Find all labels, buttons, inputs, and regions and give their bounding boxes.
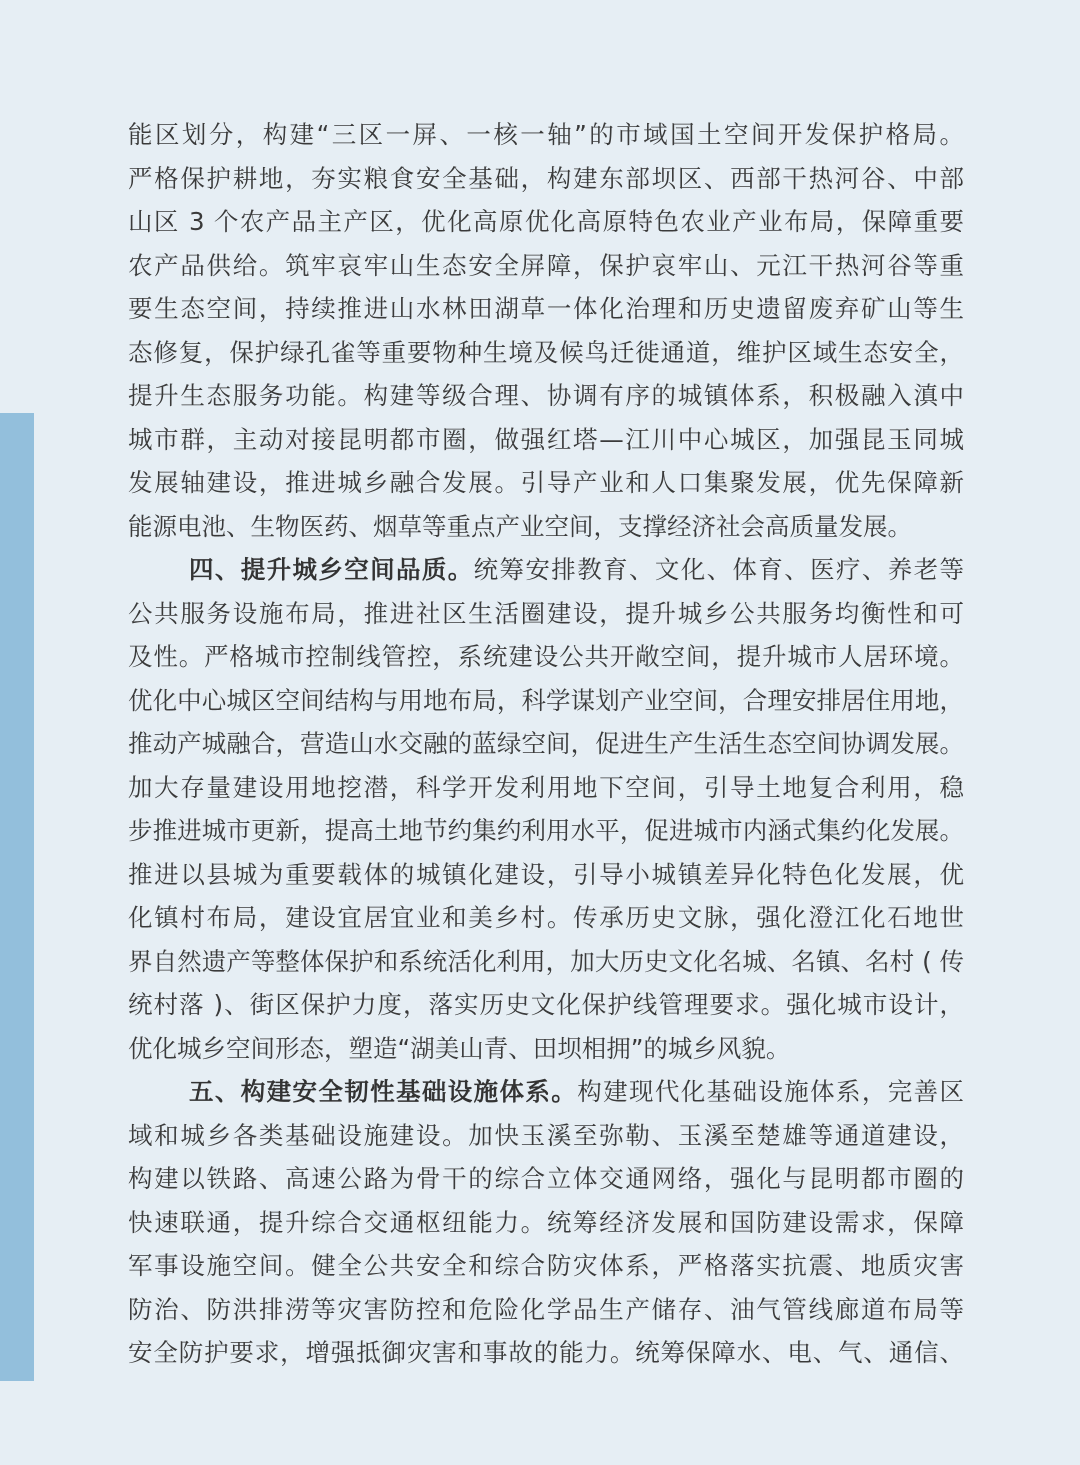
text-line: 步推进城市更新，提高土地节约集约利用水平，促进城市内涵式集约化发展。 (128, 816, 964, 845)
text-line: 提升生态服务功能。构建等级合理、协调有序的城镇体系，积极融入滇中 (128, 381, 964, 410)
text-run: 构建现代化基础设施体系，完善区 (577, 1077, 964, 1106)
paragraph-resilient-infrastructure (128, 1070, 964, 1375)
text-line: 及性。严格城市控制线管控，系统建设公共开敞空间，提升城市人居环境。 (128, 642, 964, 671)
text-line: 山区 3 个农产品主产区，优化高原优化高原特色农业产业布局，保障重要 (128, 207, 964, 236)
text-line (128, 548, 964, 592)
text-line: 能源电池、生物医药、烟草等重点产业空间，支撑经济社会高质量发展。 (128, 511, 912, 541)
text-line: 城市群，主动对接昆明都市圈，做强红塔—江川中心城区，加强昆玉同城 (128, 424, 964, 454)
text-line (128, 1070, 964, 1114)
text-line: 构建以铁路、高速公路为骨干的综合立体交通网络，强化与昆明都市圈的 (128, 1164, 964, 1193)
text-line: 态修复，保护绿孔雀等重要物种生境及候鸟迁徙通道，维护区域生态安全， (128, 337, 964, 367)
text-line: 域和城乡各类基础设施建设。加快玉溪至弥勒、玉溪至楚雄等通道建设， (128, 1120, 964, 1150)
section-heading: 四、提升城乡空间品质。 (189, 555, 474, 584)
text-line: 防治、防洪排涝等灾害防控和危险化学品生产储存、油气管线廊道布局等 (128, 1294, 964, 1324)
text-run: 统筹安排教育、文化、体育、医疗、养老等 (473, 555, 964, 584)
text-line: 快速联通，提升综合交通枢纽能力。统筹经济发展和国防建设需求，保障 (128, 1207, 964, 1237)
text-line: 能区划分，构建“三区一屏、一核一轴”的市域国土空间开发保护格局。 (128, 120, 964, 149)
text-line: 推动产城融合，营造山水交融的蓝绿空间，促进生产生活生态空间协调发展。 (128, 729, 964, 758)
left-decorative-band (0, 413, 34, 1381)
text-line: 公共服务设施布局，推进社区生活圈建设，提升城乡公共服务均衡性和可 (128, 598, 964, 628)
text-line: 发展轴建设，推进城乡融合发展。引导产业和人口集聚发展，优先保障新 (128, 468, 964, 497)
text-line: 优化城乡空间形态，塑造“湖美山青、田坝相拥”的城乡风貌。 (128, 1033, 791, 1063)
text-line: 严格保护耕地，夯实粮食安全基础，构建东部坝区、西部干热河谷、中部 (128, 163, 964, 193)
text-line: 农产品供给。筑牢哀牢山生态安全屏障，保护哀牢山、元江干热河谷等重 (128, 250, 964, 280)
text-line: 安全防护要求，增强抵御灾害和事故的能力。统筹保障水、电、气、通信、 (128, 1338, 964, 1367)
text-line: 军事设施空间。健全公共安全和综合防灾体系，严格落实抗震、地质灾害 (128, 1251, 964, 1280)
text-line: 统村落 )、街区保护力度，落实历史文化保护线管理要求。强化城市设计， (128, 990, 964, 1019)
paragraph-spatial-layout (128, 113, 964, 548)
text-line: 界自然遗产等整体保护和系统活化利用，加大历史文化名城、名镇、名村 ( 传 (128, 946, 964, 976)
paragraph-urban-rural-quality (128, 548, 964, 1070)
text-line: 要生态空间，持续推进山水林田湖草一体化治理和历史遗留废弃矿山等生 (128, 294, 964, 323)
text-line: 加大存量建设用地挖潜，科学开发利用地下空间，引导土地复合利用，稳 (128, 772, 964, 802)
text-line: 化镇村布局，建设宜居宜业和美乡村。传承历史文脉，强化澄江化石地世 (128, 903, 964, 932)
text-line: 推进以县城为重要载体的城镇化建设，引导小城镇差异化特色化发展，优 (128, 859, 964, 889)
section-heading: 五、构建安全韧性基础设施体系。 (189, 1077, 578, 1106)
text-line: 优化中心城区空间结构与用地布局，科学谋划产业空间，合理安排居住用地， (128, 685, 964, 715)
document-body (128, 113, 964, 1375)
